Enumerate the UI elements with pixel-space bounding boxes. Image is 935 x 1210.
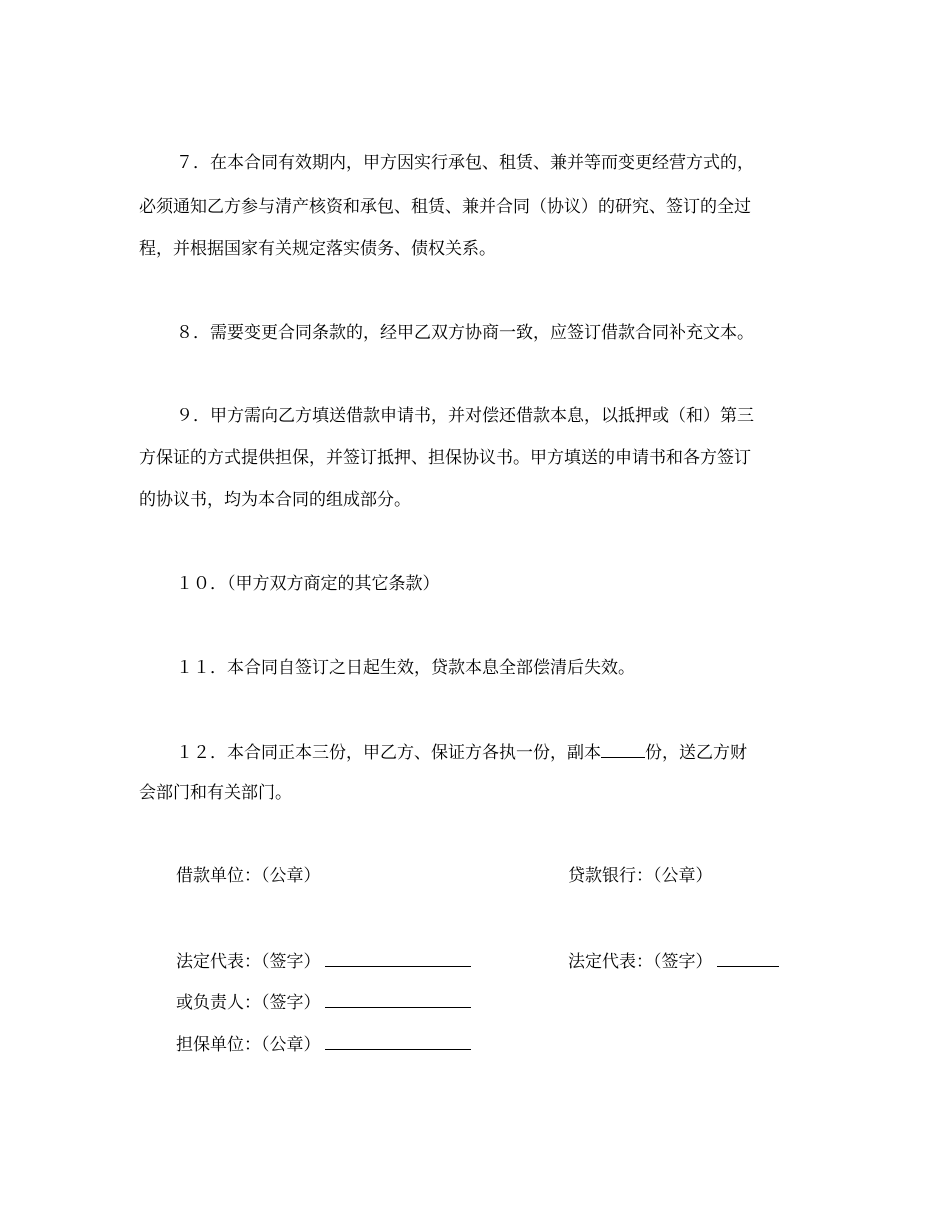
borrower-responsible-signature-line[interactable] bbox=[325, 991, 471, 1008]
clause-12-line-1 bbox=[176, 741, 747, 763]
lender-rep-row bbox=[568, 950, 779, 972]
clause-12-line-2: 会部门和有关部门。 bbox=[139, 783, 292, 803]
clause-7-line-1: ７．在本合同有效期内，甲方因实行承包、租赁、兼并等而变更经营方式的， bbox=[176, 153, 754, 173]
borrower-responsible-row bbox=[176, 991, 471, 1013]
clause-7-line-2: 必须通知乙方参与清产核资和承包、租赁、兼并合同（协议）的研究、签订的全过 bbox=[139, 197, 751, 217]
lender-rep-signature-line[interactable] bbox=[717, 950, 779, 967]
lender-bank-label: 贷款银行：（公章） bbox=[568, 866, 713, 886]
lender-rep-label: 法定代表：（签字） bbox=[568, 952, 713, 972]
clause-9-line-2: 方保证的方式提供担保，并签订抵押、担保协议书。甲方填送的申请书和各方签订 bbox=[139, 448, 751, 468]
guarantor-unit-label: 担保单位：（公章） bbox=[176, 1035, 321, 1055]
guarantor-unit-row bbox=[176, 1033, 471, 1055]
clause-9-line-1: ９．甲方需向乙方填送借款申请书，并对偿还借款本息，以抵押或（和）第三 bbox=[176, 406, 754, 426]
clause-10-line-1: １０．（甲方双方商定的其它条款） bbox=[176, 574, 440, 594]
borrower-rep-label: 法定代表：（签字） bbox=[176, 952, 321, 972]
guarantor-unit-signature-line[interactable] bbox=[325, 1033, 471, 1050]
borrower-responsible-label: 或负责人：（签字） bbox=[176, 993, 321, 1013]
borrower-rep-row bbox=[176, 950, 471, 972]
clause-12-text-a: １２．本合同正本三份，甲乙方、保证方各执一份，副本 bbox=[176, 743, 601, 763]
copies-count-blank[interactable] bbox=[601, 741, 645, 758]
clause-12-text-b: 份，送乙方财 bbox=[645, 743, 747, 763]
clause-9-line-3: 的协议书，均为本合同的组成部分。 bbox=[139, 490, 411, 510]
borrower-rep-signature-line[interactable] bbox=[325, 950, 471, 967]
clause-7-line-3: 程，并根据国家有关规定落实债务、债权关系。 bbox=[139, 239, 496, 259]
clause-8-line-1: ８．需要变更合同条款的，经甲乙双方协商一致，应签订借款合同补充文本。 bbox=[176, 323, 754, 343]
borrower-unit-label: 借款单位：（公章） bbox=[176, 866, 321, 886]
clause-11-line-1: １１．本合同自签订之日起生效，贷款本息全部偿清后失效。 bbox=[176, 658, 635, 678]
